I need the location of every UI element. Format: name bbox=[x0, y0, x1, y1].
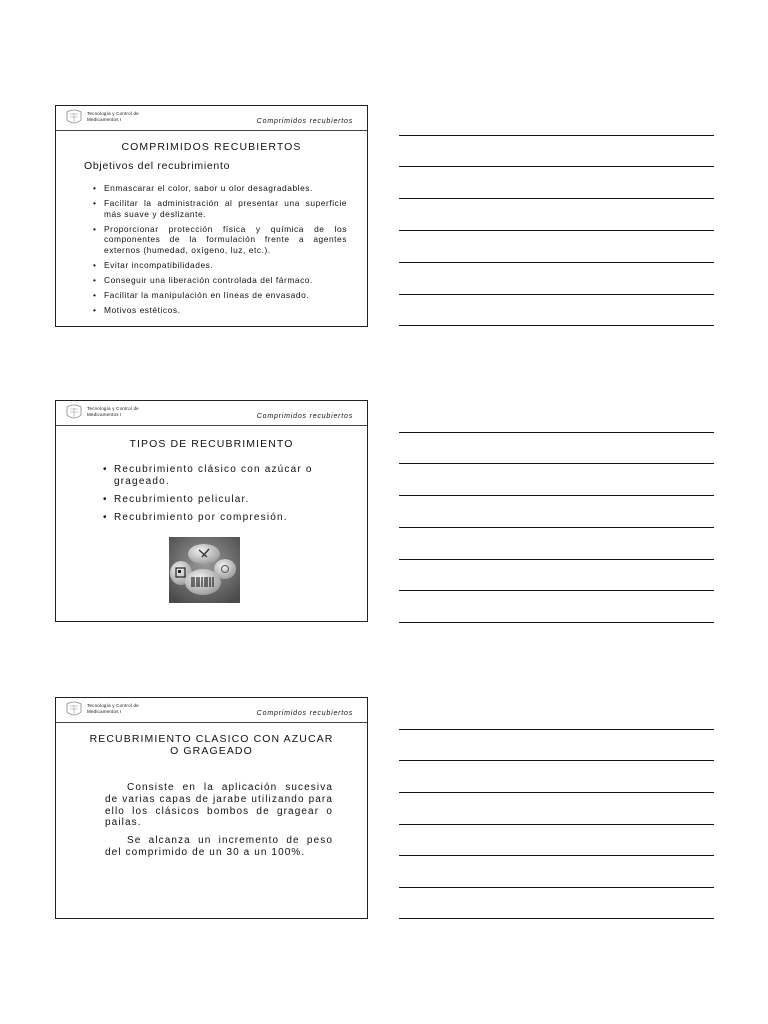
note-line bbox=[399, 729, 714, 730]
note-line bbox=[399, 294, 714, 295]
slide-title: TIPOS DE RECUBRIMIENTO bbox=[129, 438, 294, 450]
list-item: • Facilitar la manipulación en líneas de envasado. bbox=[104, 290, 347, 301]
university-seal-icon bbox=[64, 109, 84, 127]
note-line bbox=[399, 792, 714, 793]
coated-tablets-photo bbox=[169, 537, 240, 603]
slide-title: COMPRIMIDOS RECUBIERTOS bbox=[121, 141, 302, 153]
note-line bbox=[399, 135, 714, 136]
topic-label: Comprimidos recubiertos bbox=[256, 413, 353, 420]
course-name bbox=[87, 406, 139, 418]
slide-2 bbox=[55, 400, 368, 622]
note-line bbox=[399, 855, 714, 856]
slide-3 bbox=[55, 697, 368, 919]
slide-header bbox=[56, 698, 367, 723]
slide-header bbox=[56, 106, 367, 131]
course-name bbox=[87, 703, 139, 715]
course-line-2: Medicamentos I bbox=[87, 412, 122, 417]
slide-title-line-1: RECUBRIMIENTO CLASICO CON AZUCAR bbox=[89, 733, 334, 745]
course-name bbox=[87, 111, 139, 123]
list-item: • Recubrimiento clásico con azúcar o grageado. bbox=[114, 464, 327, 488]
university-seal-icon bbox=[64, 701, 84, 719]
coating-types-list bbox=[114, 464, 327, 530]
note-line bbox=[399, 559, 714, 560]
list-item: • Motivos estéticos. bbox=[104, 305, 347, 316]
course-line-2: Medicamentos I bbox=[87, 709, 122, 714]
topic-label: Comprimidos recubiertos bbox=[256, 710, 353, 717]
list-item: • Conseguir una liberación controlada del fármaco. bbox=[104, 275, 347, 286]
note-line bbox=[399, 495, 714, 496]
note-line bbox=[399, 230, 714, 231]
topic-label: Comprimidos recubiertos bbox=[256, 118, 353, 125]
slide-subtitle: Objetivos del recubrimiento bbox=[84, 160, 231, 172]
list-item: • Enmascarar el color, sabor u olor desagradables. bbox=[104, 183, 347, 194]
university-seal-icon bbox=[64, 404, 84, 422]
note-line bbox=[399, 887, 714, 888]
note-line bbox=[399, 325, 714, 326]
course-line-1: Tecnología y Control de bbox=[87, 703, 139, 708]
paragraph-1: Consiste en la aplicación sucesiva de varias capas de jarabe utilizando para ello los clásicos bombos de gragear o pailas. bbox=[105, 782, 333, 829]
slide-header bbox=[56, 401, 367, 426]
slide-title bbox=[56, 733, 367, 757]
list-item: • Proporcionar protección física y química de los componentes de la formulación frente a agentes externos (humedad, oxígeno, luz, etc.). bbox=[104, 224, 347, 256]
objectives-list bbox=[104, 183, 347, 320]
note-line bbox=[399, 166, 714, 167]
list-item: • Recubrimiento por compresión. bbox=[114, 512, 327, 524]
list-item: • Facilitar la administración al presentar una superficie más suave y deslizante. bbox=[104, 198, 347, 219]
list-item: • Recubrimiento pelicular. bbox=[114, 494, 327, 506]
note-line bbox=[399, 590, 714, 591]
note-line bbox=[399, 262, 714, 263]
slide-1 bbox=[55, 105, 368, 327]
slide-title-line-2: O GRAGEADO bbox=[170, 745, 253, 757]
note-line bbox=[399, 432, 714, 433]
note-line bbox=[399, 527, 714, 528]
note-line bbox=[399, 622, 714, 623]
paragraph-2: Se alcanza un incremento de peso del comprimido de un 30 a un 100%. bbox=[105, 835, 333, 858]
note-line bbox=[399, 824, 714, 825]
note-line bbox=[399, 198, 714, 199]
note-line bbox=[399, 463, 714, 464]
course-line-2: Medicamentos I bbox=[87, 117, 122, 122]
course-line-1: Tecnología y Control de bbox=[87, 406, 139, 411]
note-line bbox=[399, 760, 714, 761]
course-line-1: Tecnología y Control de bbox=[87, 111, 139, 116]
list-item: • Evitar incompatibilidades. bbox=[104, 260, 347, 271]
note-line bbox=[399, 918, 714, 919]
